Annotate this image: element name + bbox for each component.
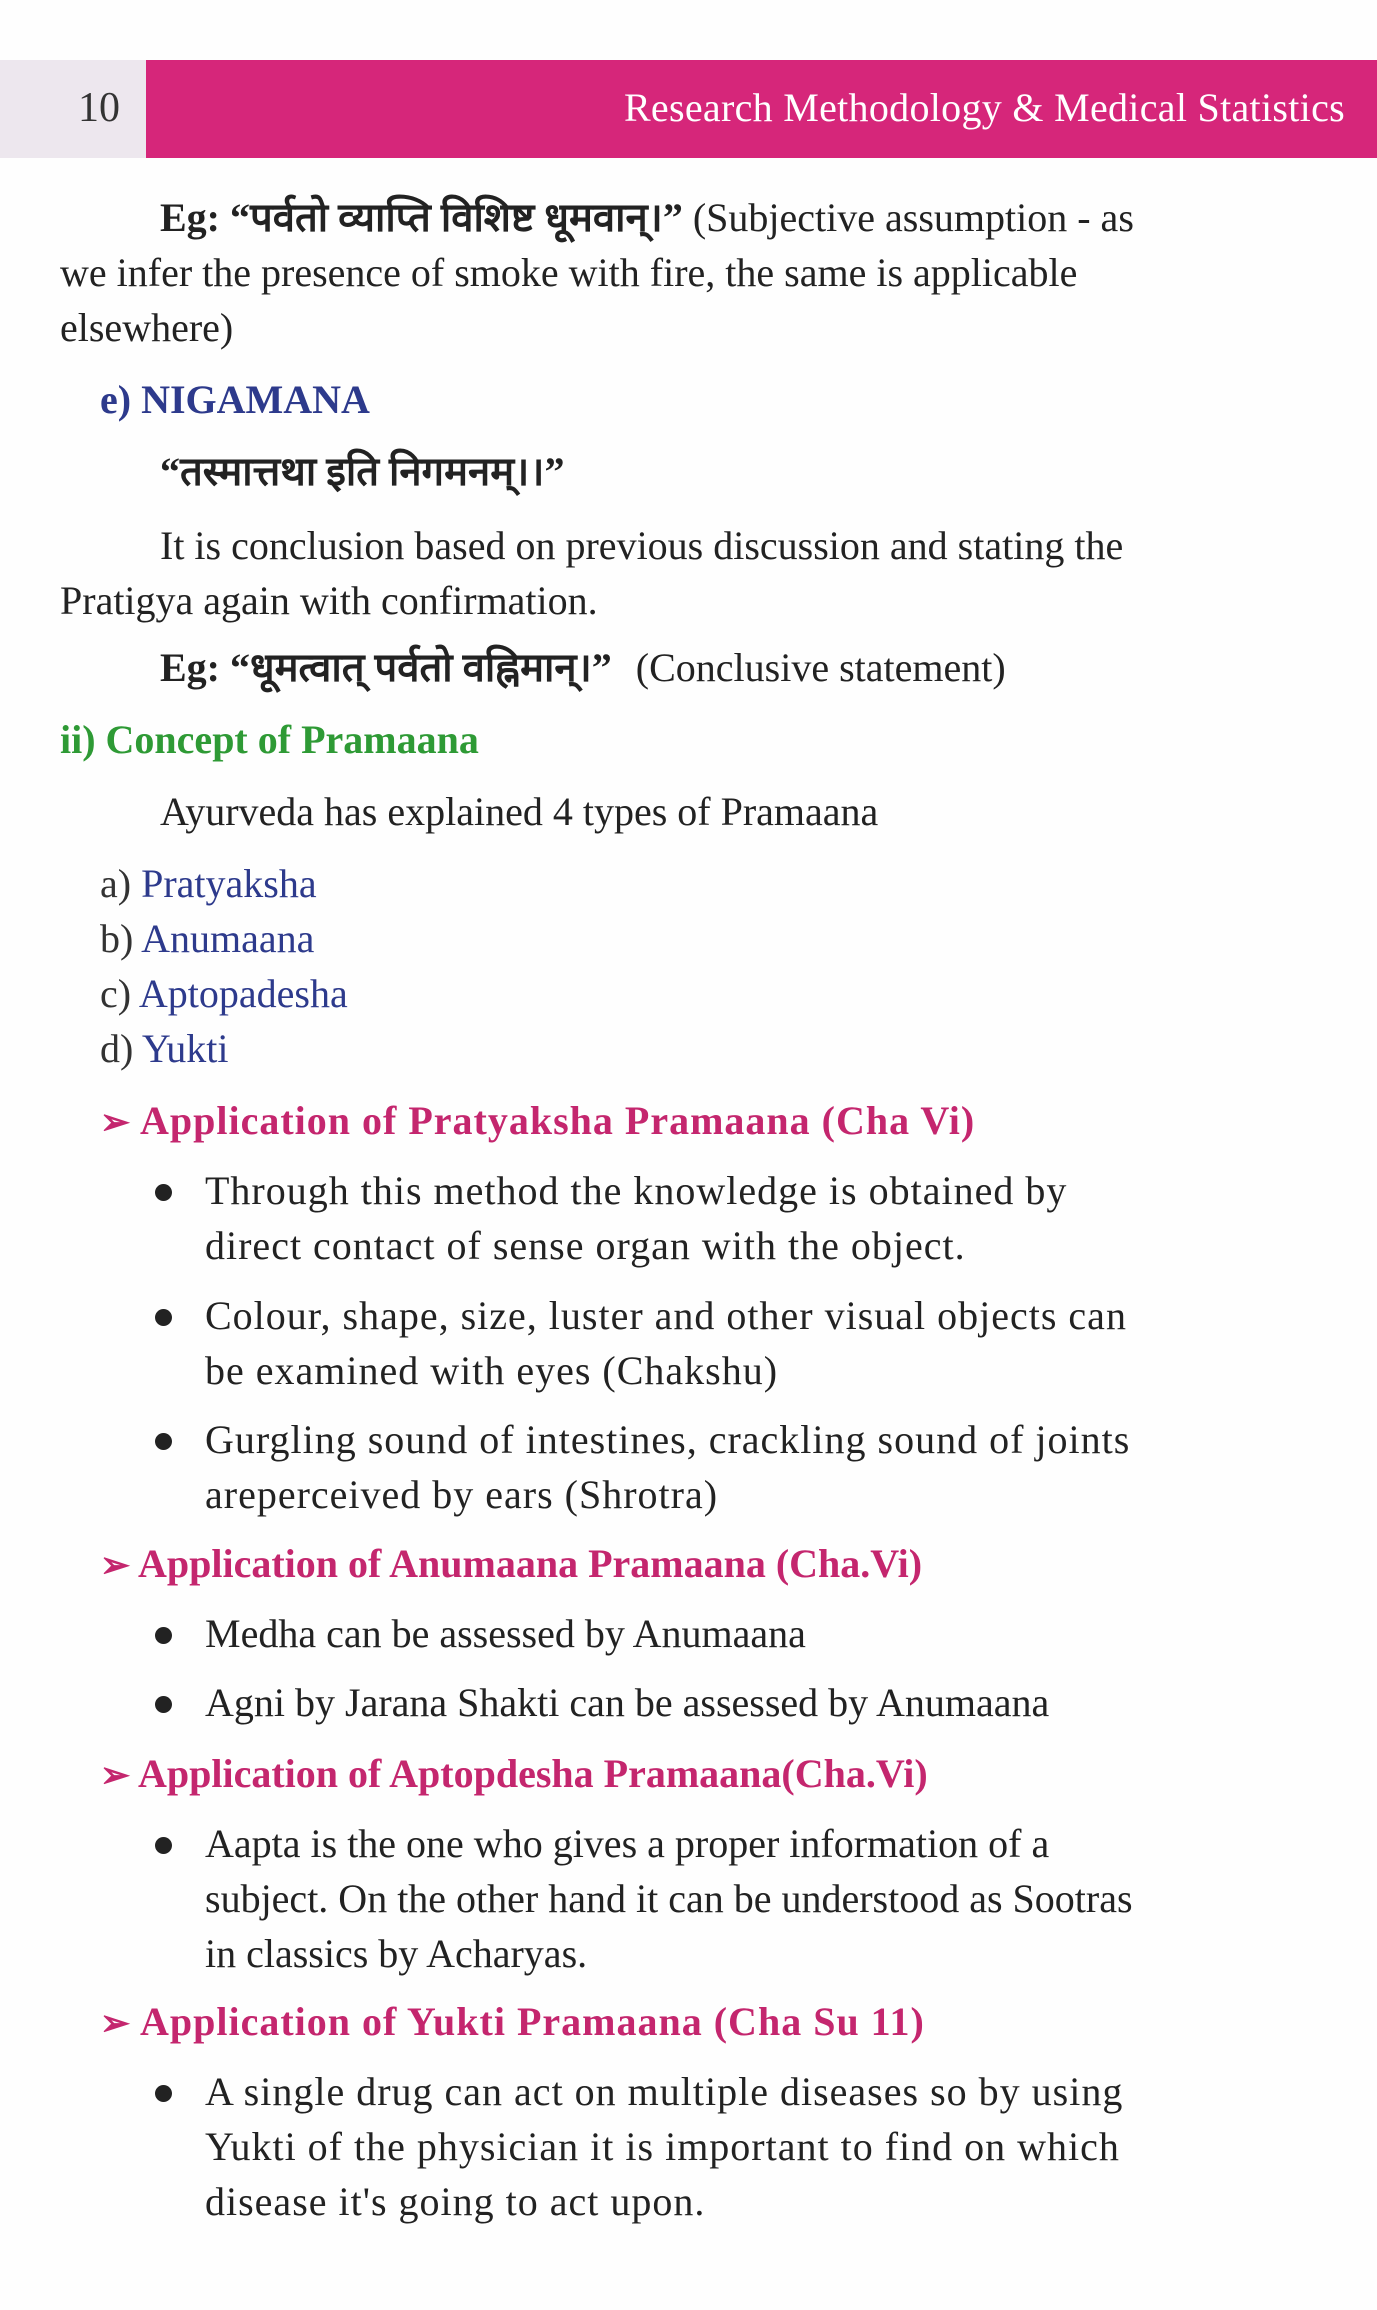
eg1-label: Eg: — [160, 195, 220, 240]
pramaana-item — [100, 911, 314, 966]
page-number: 10 — [78, 85, 120, 131]
pramaana-item-name: Aptopadesha — [138, 971, 348, 1016]
bullet-line: Yukti of the physician it is important to find on which — [205, 2124, 1120, 2169]
bullet-line: Through this method the knowledge is obtained by — [205, 1168, 1068, 1213]
nigamana-eg-sanskrit: “धूमत्वात् पर्वतो वह्निमान्।” — [230, 645, 612, 690]
bullet-item — [155, 1675, 1335, 1730]
pramaana-item-letter: d) — [100, 1026, 134, 1071]
bullet-icon — [155, 1837, 172, 1854]
eg1-paragraph — [60, 190, 1335, 355]
section-heading-anumaana — [100, 1536, 922, 1593]
arrow-icon: ➢ — [100, 1545, 131, 1585]
bullet-line: Gurgling sound of intestines, crackling sound of joints — [205, 1417, 1131, 1462]
bullet-line: Agni by Jarana Shakti can be assessed by Anumaana — [205, 1680, 1050, 1725]
page-header — [0, 60, 1377, 158]
pramaana-item-letter: b) — [100, 916, 134, 961]
eg1-sanskrit: “पर्वतो व्याप्ति विशिष्ट धूमवान्।” — [230, 195, 683, 240]
bullet-line: be examined with eyes (Chakshu) — [205, 1348, 779, 1393]
pramaana-item-name: Yukti — [141, 1026, 229, 1071]
bullet-item — [155, 1163, 1335, 1273]
section-heading-text: Application of Pratyaksha Pramaana (Cha Vi) — [139, 1098, 976, 1143]
bullet-line: Aapta is the one who gives a proper information of a — [205, 1821, 1050, 1866]
bullet-line: areperceived by ears (Shrotra) — [205, 1472, 719, 1517]
bullet-line: A single drug can act on multiple diseases so by using — [205, 2069, 1124, 2114]
pramaana-item — [100, 856, 317, 911]
pramaana-item — [100, 1021, 229, 1076]
pramaana-item-letter: a) — [100, 861, 132, 906]
section-heading-yukti — [100, 1994, 925, 2051]
pramaana-item-name: Pratyaksha — [141, 861, 317, 906]
nigamana-sanskrit: “तस्मात्तथा इति निगमनम्।।” — [160, 449, 565, 494]
book-title: Research Methodology & Medical Statistics — [623, 85, 1345, 130]
bullet-line: in classics by Acharyas. — [205, 1931, 588, 1976]
eg1-line3: elsewhere) — [60, 305, 234, 350]
page-number-box — [0, 60, 146, 158]
nigamana-para-line1: It is conclusion based on previous discussion and stating the — [160, 523, 1124, 568]
section-heading-text: Application of Aptopdesha Pramaana(Cha.Vi) — [137, 1751, 928, 1796]
bullet-item — [155, 1816, 1335, 1981]
concept-intro: Ayurveda has explained 4 types of Pramaana — [160, 789, 879, 834]
pramaana-item-letter: c) — [100, 971, 132, 1016]
bullet-item — [155, 1606, 1335, 1661]
nigamana-paragraph — [60, 518, 1335, 628]
arrow-icon: ➢ — [100, 1102, 132, 1142]
concept-heading: ii) Concept of Pramaana — [60, 717, 479, 762]
nigamana-para-line2: Pratigya again with confirmation. — [60, 578, 598, 623]
bullet-line: direct contact of sense organ with the object. — [205, 1223, 966, 1268]
title-bar — [146, 60, 1377, 158]
eg1-line1-rest: (Subjective assumption - as — [692, 195, 1134, 240]
section-heading-text: Application of Yukti Pramaana (Cha Su 11) — [139, 1999, 925, 2044]
arrow-icon: ➢ — [100, 1755, 131, 1795]
bullet-icon — [155, 2085, 172, 2102]
section-heading-text: Application of Anumaana Pramaana (Cha.Vi) — [137, 1541, 923, 1586]
pramaana-item-name: Anumaana — [141, 916, 315, 961]
bullet-icon — [155, 1309, 172, 1326]
nigamana-eg-label: Eg: — [160, 645, 220, 690]
section-heading-aptopdesha — [100, 1746, 928, 1803]
bullet-line: Colour, shape, size, luster and other visual objects can — [205, 1293, 1127, 1338]
bullet-icon — [155, 1433, 172, 1450]
bullet-icon — [155, 1184, 172, 1201]
nigamana-eg — [160, 640, 1006, 695]
pramaana-item — [100, 966, 348, 1021]
bullet-icon — [155, 1696, 172, 1713]
nigamana-heading: e) NIGAMANA — [100, 377, 370, 422]
eg1-line2: we infer the presence of smoke with fire, the same is applicable — [60, 250, 1078, 295]
bullet-line: subject. On the other hand it can be understood as Sootras — [205, 1876, 1133, 1921]
eg1-line1 — [60, 190, 1335, 245]
nigamana-eg-rest: (Conclusive statement) — [635, 645, 1006, 690]
bullet-icon — [155, 1627, 172, 1644]
bullet-item — [155, 2064, 1335, 2229]
arrow-icon: ➢ — [100, 2003, 132, 2043]
section-heading-pratyaksha — [100, 1093, 975, 1150]
bullet-item — [155, 1288, 1335, 1398]
bullet-line: Medha can be assessed by Anumaana — [205, 1611, 806, 1656]
bullet-line: disease it's going to act upon. — [205, 2179, 706, 2224]
bullet-item — [155, 1412, 1335, 1522]
